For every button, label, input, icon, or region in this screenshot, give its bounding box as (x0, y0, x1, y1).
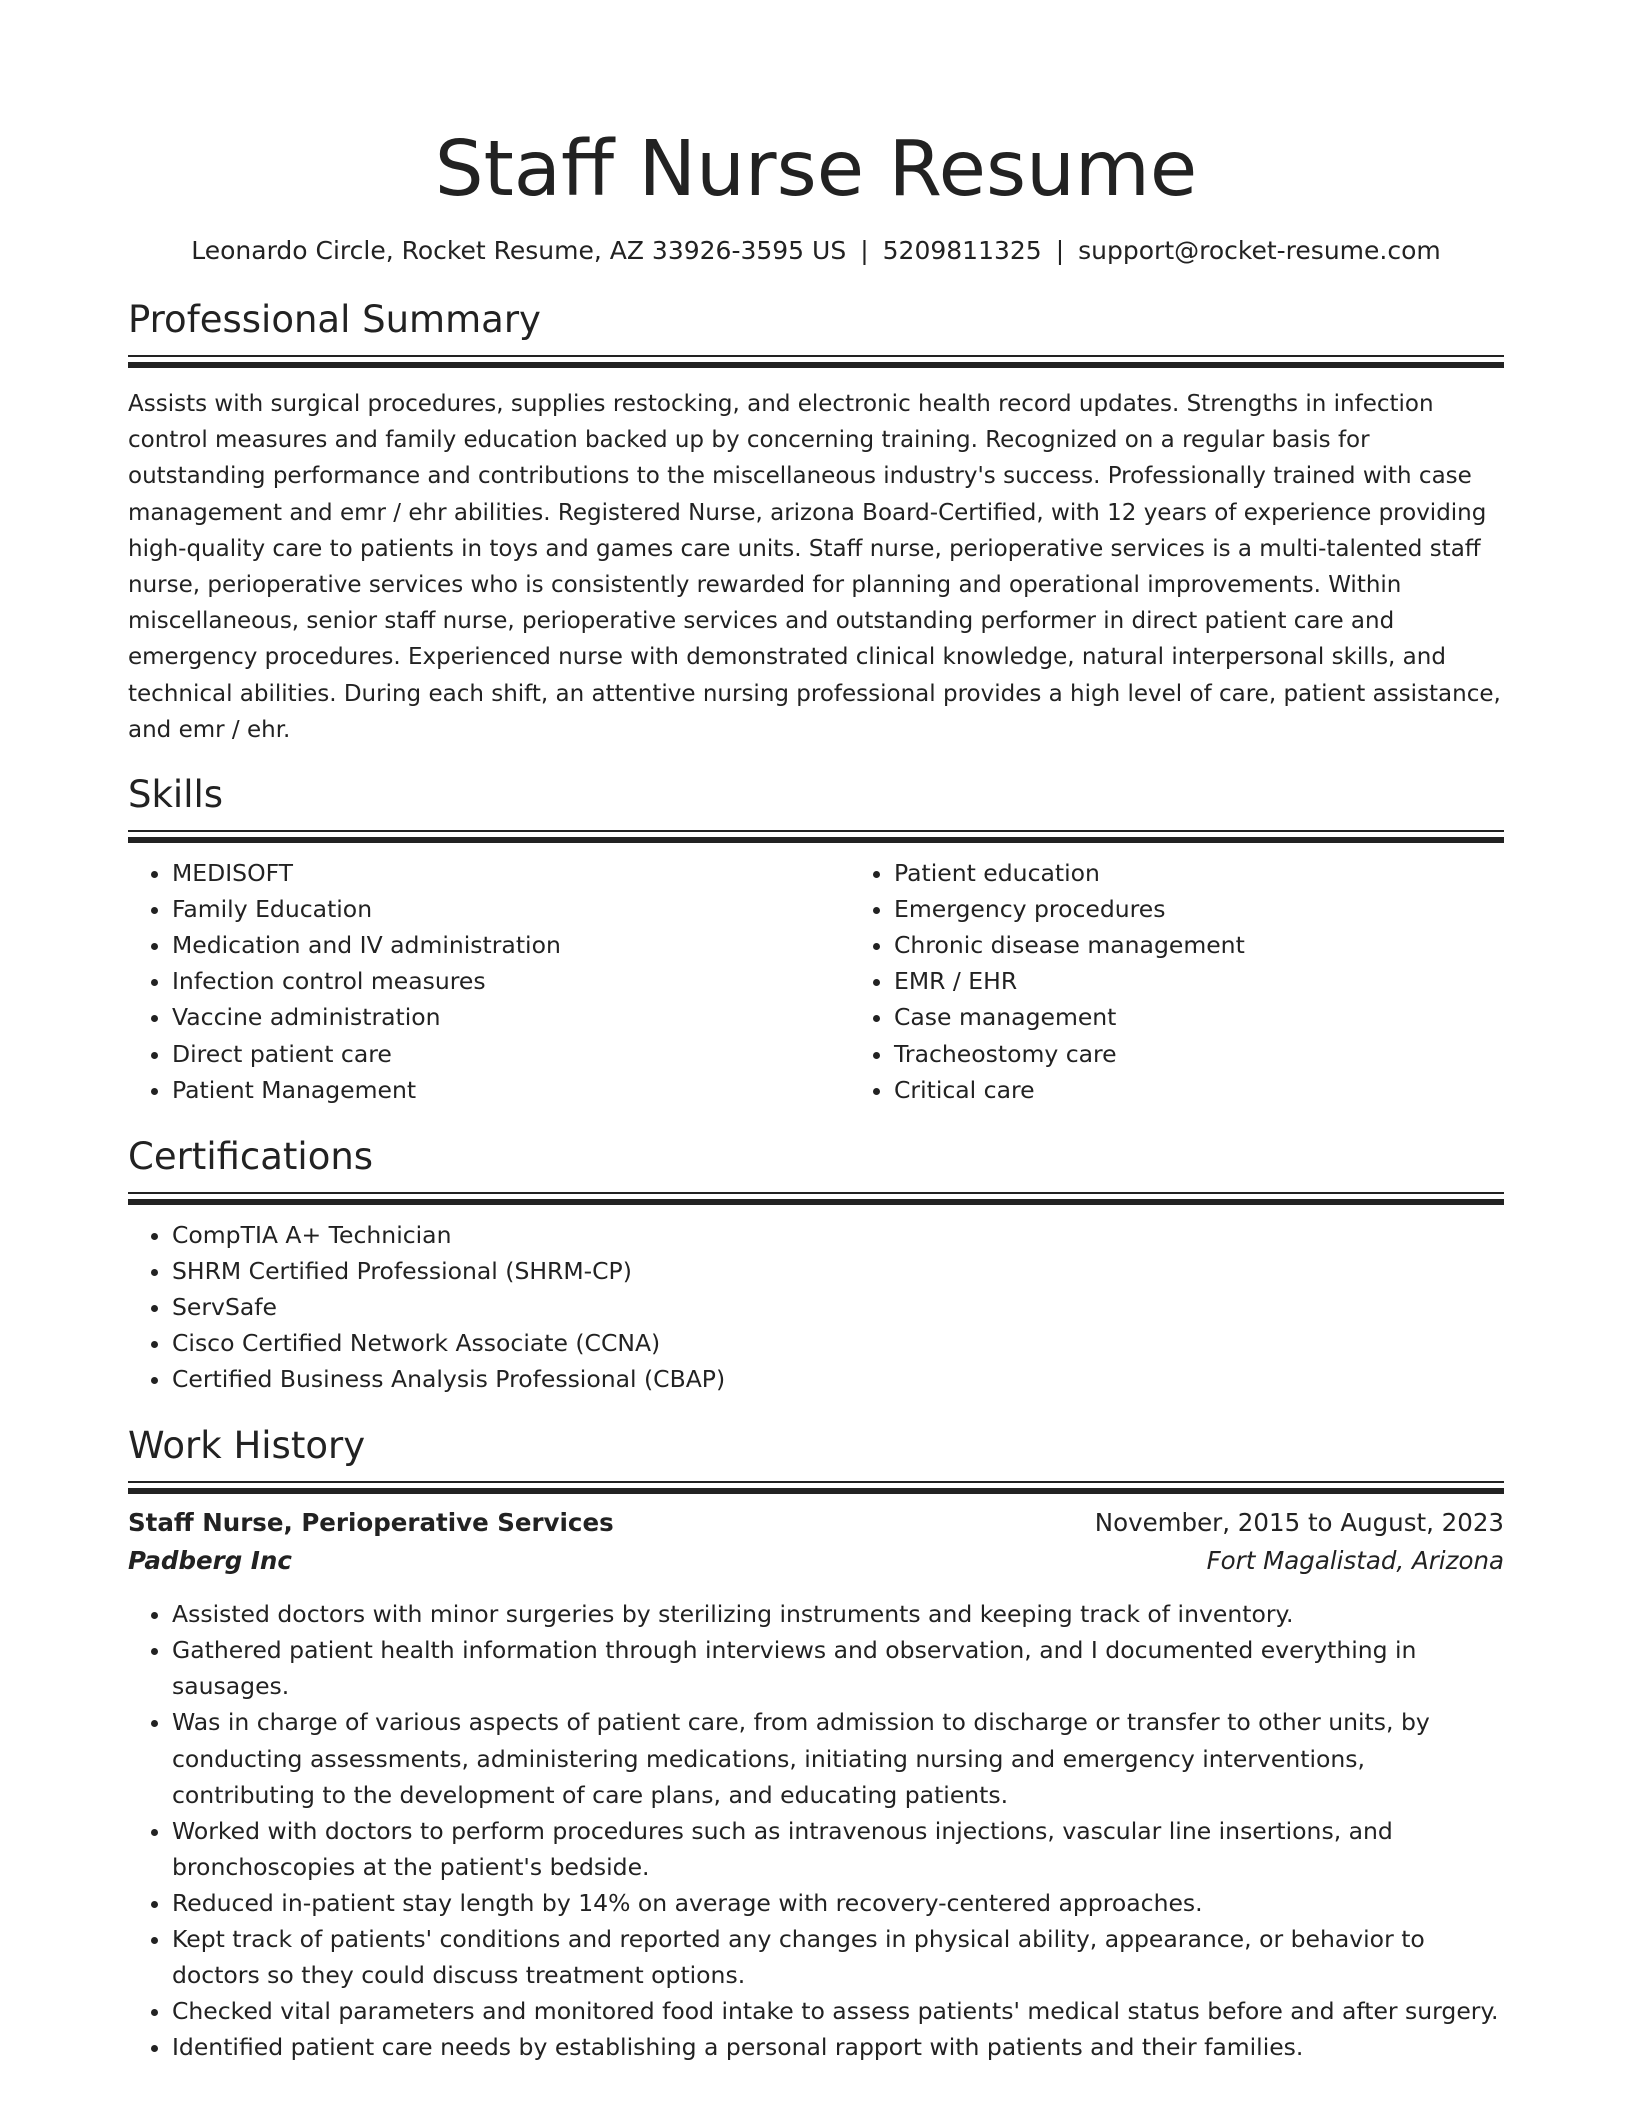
list-item: • Family Education (172, 891, 850, 927)
skills-list-right (850, 855, 1572, 1108)
list-item: • Reduced in-patient stay length by 14% on average with recovery-centered approaches. (172, 1885, 1504, 1921)
list-item: • Tracheostomy care (894, 1036, 1572, 1072)
list-item: • Patient Management (172, 1072, 850, 1108)
resume-title: Staff Nurse Resume (434, 125, 1198, 214)
section-divider (128, 1192, 1504, 1204)
certifications-list (128, 1217, 1504, 1397)
job-dates: November, 2015 to August, 2023 (1094, 1508, 1504, 1538)
contact-separator: | (860, 236, 869, 265)
job-company: Padberg Inc (128, 1546, 292, 1576)
list-item: • Medication and IV administration (172, 927, 850, 963)
list-item: • Worked with doctors to perform procedures such as intravenous injections, vascular line insertions, and bronchoscopies at the patient's bedside. (172, 1813, 1504, 1885)
certifications-heading: Certifications (128, 1134, 374, 1178)
summary-heading: Professional Summary (128, 298, 541, 341)
list-item: • Certified Business Analysis Professional (CBAP) (172, 1361, 1504, 1397)
job-header (128, 1504, 1504, 1542)
contact-phone: 5209811325 (882, 236, 1042, 265)
resume-page (128, 0, 1504, 2065)
job-location: Fort Magalistad, Arizona (1206, 1546, 1504, 1576)
skills-section (128, 772, 1504, 1108)
contact-email: support@rocket-resume.com (1078, 236, 1441, 265)
section-divider (128, 1481, 1504, 1493)
skills-heading: Skills (128, 773, 224, 817)
list-item: • ServSafe (172, 1289, 1504, 1325)
section-divider (128, 830, 1504, 842)
work-section (128, 1423, 1504, 2065)
list-item: • Chronic disease management (894, 927, 1572, 963)
list-item: • Direct patient care (172, 1036, 850, 1072)
list-item: • CompTIA A+ Technician (172, 1217, 1504, 1253)
list-item: • Cisco Certified Network Associate (CCNA) (172, 1325, 1504, 1361)
list-item: • Assisted doctors with minor surgeries by sterilizing instruments and keeping track of inventory. (172, 1596, 1504, 1632)
contact-separator: | (1055, 236, 1065, 265)
list-item: • Was in charge of various aspects of patient care, from admission to discharge or transfer to other units, by conducting assessments, administering medications, initiating nursing and emergency interventions, contributing to the development of care plans, and educating patients. (172, 1704, 1504, 1812)
list-item: • Emergency procedures (894, 891, 1572, 927)
contact-address: Leonardo Circle, Rocket Resume, AZ 33926-3595 US (191, 236, 847, 265)
job-title: Staff Nurse, Perioperative Services (128, 1508, 614, 1538)
list-item: • Kept track of patients' conditions and reported any changes in physical ability, appearance, or behavior to doctors so they could discuss treatment options. (172, 1921, 1504, 1993)
list-item: • EMR / EHR (894, 963, 1572, 999)
list-item: • Gathered patient health information through interviews and observation, and I documented everything in sausages. (172, 1632, 1504, 1704)
job-duties (128, 1596, 1504, 2065)
list-item: • Case management (894, 999, 1572, 1035)
list-item: • Checked vital parameters and monitored food intake to assess patients' medical status before and after surgery. (172, 1993, 1504, 2029)
job-entry (128, 1504, 1504, 2065)
section-divider (128, 355, 1504, 367)
work-heading: Work History (128, 1424, 366, 1468)
skills-grid (128, 855, 1504, 1108)
list-item: • Critical care (894, 1072, 1572, 1108)
list-item: • Identified patient care needs by establishing a personal rapport with patients and their families. (172, 2029, 1504, 2065)
job-subheader (128, 1542, 1504, 1580)
contact-line (128, 235, 1504, 267)
skills-list-left (128, 855, 850, 1108)
list-item: • Patient education (894, 855, 1572, 891)
list-item: • Vaccine administration (172, 999, 850, 1035)
list-item: • MEDISOFT (172, 855, 850, 891)
summary-text: Assists with surgical procedures, supplies restocking, and electronic health record updates. Strengths in infection control measures and family education backed up by concerning training. Recognized on a regular basis for outstanding performance and contributions to the miscellaneous industry's success. Professionally trained with case management and emr / ehr abilities. Registered Nurse, arizona Board-Certified, with 12 years of experience providing high-quality care to patients in toys and games care units. Staff nurse, perioperative services is a multi-talented staff nurse, perioperative services who is consistently rewarded for planning and operational improvements. Within miscellaneous, senior staff nurse, perioperative services and outstanding performer in direct patient care and emergency procedures. Experienced nurse with demonstrated clinical knowledge, natural interpersonal skills, and technical abilities. During each shift, an attentive nursing professional provides a high level of care, patient assistance, and emr / ehr. (128, 391, 1501, 743)
list-item: • SHRM Certified Professional (SHRM-CP) (172, 1253, 1504, 1289)
certifications-section (128, 1134, 1504, 1397)
summary-section (128, 297, 1504, 748)
list-item: • Infection control measures (172, 963, 850, 999)
